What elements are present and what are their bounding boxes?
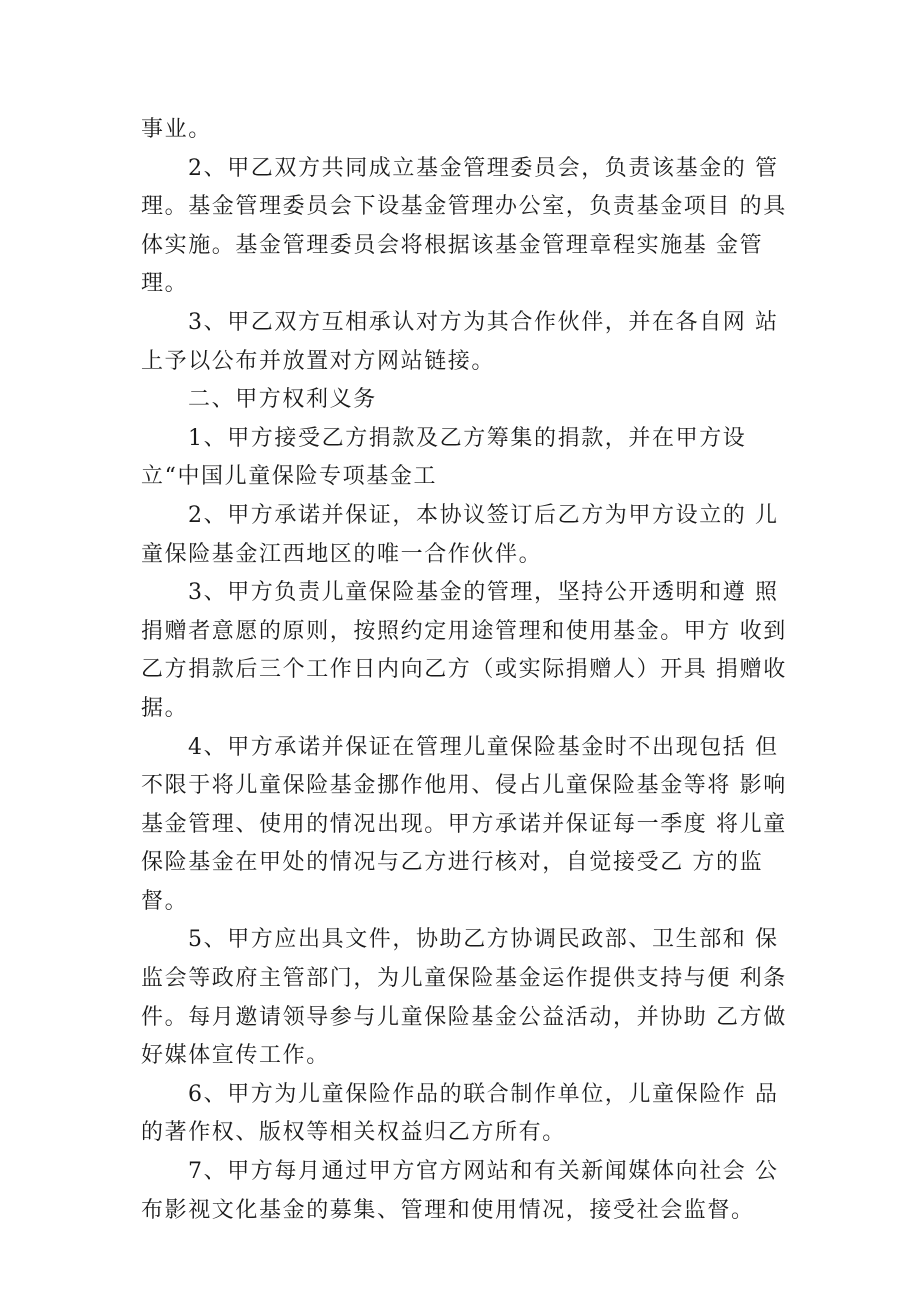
paragraph-clause-2-7: 7、甲方每月通过甲方官方网站和有关新闻媒体向社会 公布影视文化基金的募集、管理和使用情况，接受社会监督。 [141,1159,779,1223]
section-heading-party-a: 二、甲方权利义务 [188,387,377,413]
paragraph-clause-1-3: 3、甲乙双方互相承认对方为其合作伙伴，并在各自网 站上予以公布并放置对方网站链接。 [141,309,779,374]
paragraph-clause-2-5: 5、甲方应出具文件，协助乙方协调民政部、卫生部和 保监会等政府主管部门，为儿童保险基金运作提供支持与便 利条件。每月邀请领导参与儿童保险基金公益活动，并协助 乙方做好媒体宣传工作。 [141,927,787,1069]
document-body [141,111,791,1230]
paragraph-clause-2-3: 3、甲方负责儿童保险基金的管理，坚持公开透明和遵 照捐赠者意愿的原则，按照约定用途管理和使用基金。甲方 收到乙方捐款后三个工作日内向乙方（或实际捐赠人）开具 捐赠收据。 [141,580,787,721]
paragraph-clause-2-4: 4、甲方承诺并保证在管理儿童保险基金时不出现包括 但不限于将儿童保险基金挪作他用、侵占儿童保险基金等将 影响基金管理、使用的情况出现。甲方承诺并保证每一季度 将儿童保险基金在甲处的情况与乙方进行核对，自觉接受乙 方的监督。 [141,734,787,914]
paragraph-clause-2-6: 6、甲方为儿童保险作品的联合制作单位，儿童保险作 品的著作权、版权等相关权益归乙方所有。 [141,1081,779,1146]
paragraph-clause-1-2: 2、甲乙双方共同成立基金管理委员会，负责该基金的 管理。基金管理委员会下设基金管理办公室，负责基金项目 的具体实施。基金管理委员会将根据该基金管理章程实施基 金管理。 [141,155,787,297]
paragraph-clause-2-1: 1、甲方接受乙方捐款及乙方筹集的捐款，并在甲方设 立“中国儿童保险专项基金工 [141,425,755,490]
paragraph-clause-2-2: 2、甲方承诺并保证，本协议签订后乙方为甲方设立的 儿童保险基金江西地区的唯一合作伙伴。 [141,502,779,567]
paragraph-continuation: 事业。 [141,117,212,142]
